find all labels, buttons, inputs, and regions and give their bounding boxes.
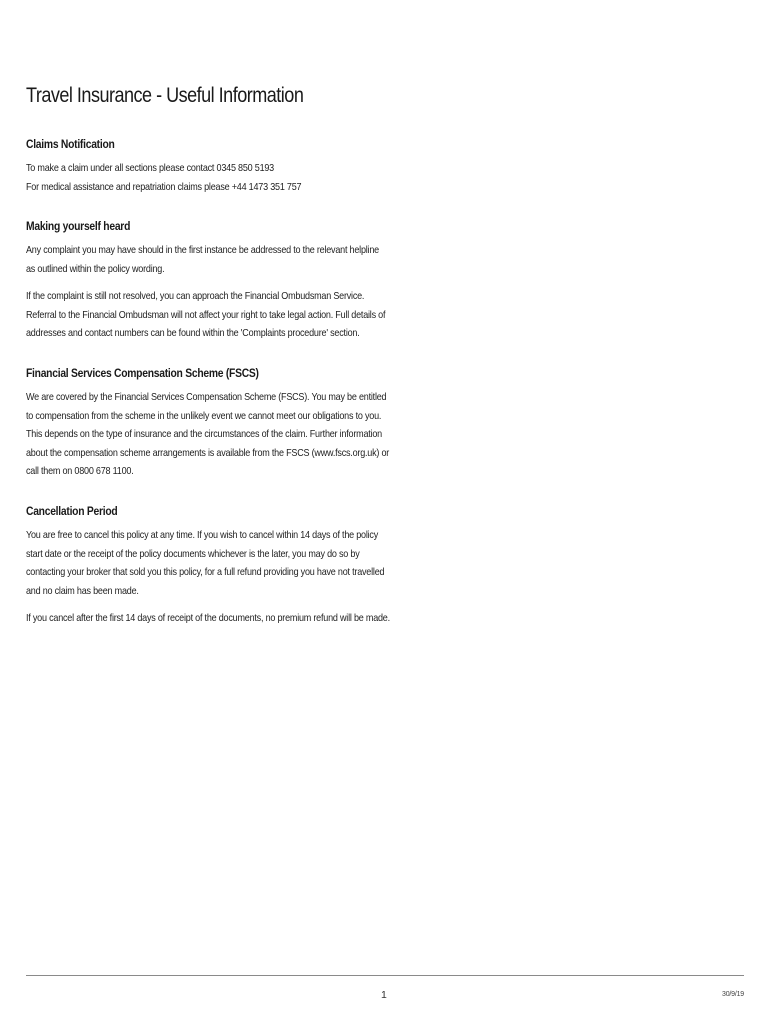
section-paragraph [26,388,390,481]
page-number: 1 [381,989,387,1001]
document-title: Travel Insurance - Useful Information [26,84,304,107]
section-paragraph [26,241,379,278]
paragraph-line: We are covered by the Financial Services Compensation Scheme (FSCS). You may be entitled [26,391,387,403]
section-paragraph [26,159,370,196]
paragraph-line: as outlined within the policy wording. [26,262,165,275]
footer-date: 30/9/19 [722,991,744,998]
paragraph-line: Any complaint you may have should in the first instance be addressed to the relevant helpline [26,244,379,256]
paragraph-line: For medical assistance and repatriation claims please +44 1473 351 757 [26,180,302,193]
section-heading: Making yourself heard [26,219,131,233]
section-heading: Claims Notification [26,137,115,151]
paragraph-line: To make a claim under all sections please contact 0345 850 5193 [26,162,274,174]
section-fscs [26,366,426,481]
section-paragraph [26,287,386,343]
paragraph-line: contacting your broker that sold you this policy, for a full refund providing you have not travelled [26,566,385,579]
paragraph-line: to compensation from the scheme in the unlikely event we cannot meet our obligations to you. [26,409,382,422]
paragraph-line: about the compensation scheme arrangements is available from the FSCS (www.fscs.org.uk) or [26,446,390,459]
paragraph-line: and no claim has been made. [26,584,139,597]
section-heading: Cancellation Period [26,504,118,518]
paragraph-line: This depends on the type of insurance and the circumstances of the claim. Further information [26,428,382,441]
section-heading: Financial Services Compensation Scheme (FSCS) [26,366,259,380]
section-claims-notification [26,137,426,196]
section-paragraph [26,609,390,628]
paragraph-line: If you cancel after the first 14 days of receipt of the documents, no premium refund will be made. [26,612,390,625]
document-page [26,0,746,1024]
paragraph-line: addresses and contact numbers can be found within the 'Complaints procedure' section. [26,327,360,340]
paragraph-line: You are free to cancel this policy at any time. If you wish to cancel within 14 days of the policy [26,529,379,541]
section-cancellation-period [26,504,426,628]
paragraph-line: If the complaint is still not resolved, you can approach the Financial Ombudsman Service. [26,290,365,303]
paragraph-line: start date or the receipt of the policy documents whichever is the later, you may do so by [26,547,360,560]
paragraph-line: call them on 0800 678 1100. [26,465,134,478]
footer-divider [26,975,744,976]
paragraph-line: Referral to the Financial Ombudsman will not affect your right to take legal action. Full details of [26,308,386,321]
section-making-yourself-heard [26,219,426,343]
section-paragraph [26,526,385,600]
